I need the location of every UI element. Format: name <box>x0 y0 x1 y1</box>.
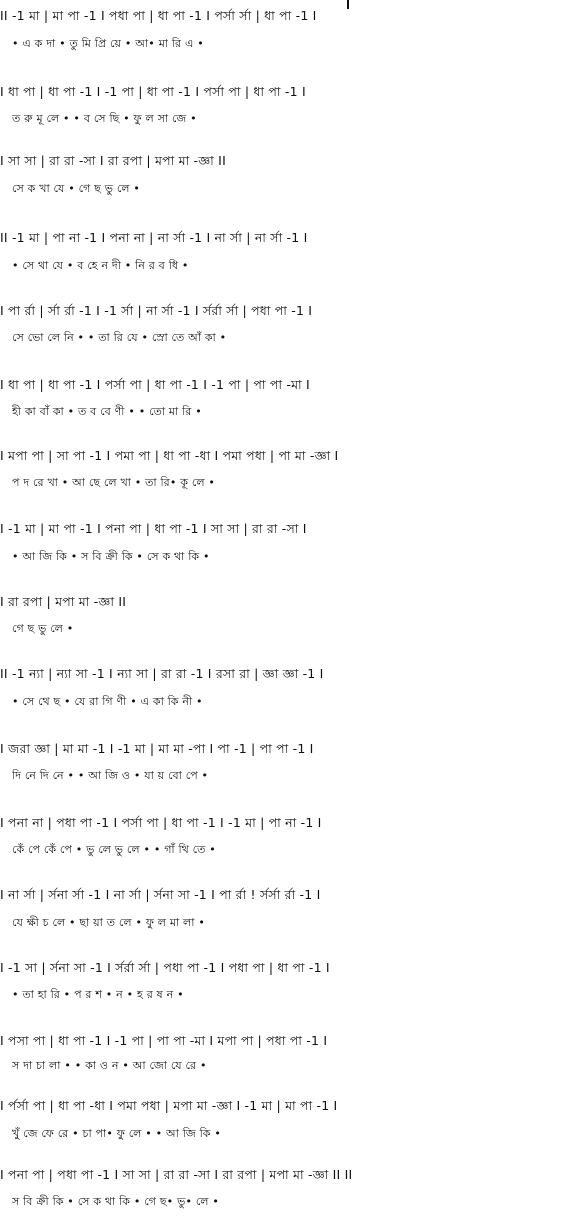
lyric-line: গে ছ ভু লে • <box>12 622 74 635</box>
lyric-line: যে ক্ষী চ লে • ছা য়া ত লে • ফু ল মা লা • <box>12 916 206 929</box>
notation-line: I না র্সা | র্সনা র্সা -1 I না র্সা | র্সনা সা -1 I পা র্রা ! র্সর্সা র্রা -1 I <box>0 887 321 902</box>
notation-line: I সা সা | রা রা -সা I রা রপা | মপা মা -জ্ঞা II <box>0 153 226 168</box>
notation-line: II -1 মা | পা না -1 I পনা না | না র্সা -1 I না র্সা | না র্সা -1 I <box>0 230 308 245</box>
notation-line: I রা রপা | মপা মা -জ্ঞা II <box>0 594 127 609</box>
lyric-line: স দা চা লা • • কা ও ন • আ জো যে রে • <box>12 1059 207 1072</box>
notation-line: I পসা পা | ধা পা -1 I -1 পা | পা পা -মা I মপা পা | পধা পা -1 I <box>0 1033 328 1048</box>
lyric-line: হী কা বাঁ কা • ত ব বে ণী • • তো মা রি • <box>12 405 202 418</box>
lyric-line: সে ক খা যে • গে ছ ভু লে • <box>12 182 141 195</box>
lyric-line: প দ রে খা • আ ছে লে খা • তা রি• কূ লে • <box>12 476 216 489</box>
lyric-line: খুঁ জে ফে রে • চা পা• ফু লে • • আ জি কি • <box>12 1127 222 1140</box>
lyric-line: • সে থা যে • ব হে ন দী • নি র ব ধি • <box>12 259 189 272</box>
notation-line: I মপা পা | সা পা -1 I পমা পা | ধা পা -ধা I পমা পধা | পা মা -জ্ঞা I <box>0 448 339 463</box>
lyric-line: ত রু মূ লে • • ব সে ছি • ফু ল সা জে • <box>12 112 197 125</box>
notation-line: II -1 ন্যা | ন্যা সা -1 I ন্যা সা | রা রা -1 I রসা রা | জ্ঞা জ্ঞা -1 I <box>0 666 324 681</box>
notation-line: I পনা না | পধা পা -1 I পর্সা পা | ধা পা -1 I -1 মা | পা না -1 I <box>0 815 322 830</box>
notation-line: I পা র্রা | র্সা র্রা -1 I -1 র্সা | না র্সা -1 I র্সর্রা র্সা | পধা পা -1 I <box>0 303 313 318</box>
notation-line: II -1 মা | মা পা -1 I পধা পা | ধা পা -1 I পর্সা র্সা | ধা পা -1 I <box>0 8 317 23</box>
lyric-line: • এ ক দা • তু মি প্রি য়ে • আ• মা রি এ • <box>12 37 204 50</box>
notation-line: I র্পর্সা পা | ধা পা -ধা I পমা পধা | মপা মা -জ্ঞা I -1 মা | মা পা -1 I <box>0 1098 338 1113</box>
lyric-line: কেঁ পে কেঁ পে • ভু লে ভু লে • • গাঁ থি তে • <box>12 843 216 856</box>
lyric-line: • তা হা রি • প র শ • ন • হ র ষ ন • <box>12 988 184 1001</box>
lyric-line: সে ভো লে নি • • তা রি যে • স্রো তে আঁ কা • <box>12 331 227 344</box>
notation-line: I জরা জ্ঞা | মা মা -1 I -1 মা | মা মা -পা I পা -1 | পা পা -1 I <box>0 741 314 756</box>
notation-line: I পনা পা | পধা পা -1 I সা সা | রা রা -সা I রা রপা | মপা মা -জ্ঞা II II <box>0 1167 353 1182</box>
notation-line: I -1 মা | মা পা -1 I পনা পা | ধা পা -1 I সা সা | রা রা -সা I <box>0 521 307 536</box>
lyric-line: স বি ক্রী কি • সে ক থা কি • গে ছ• ভু• লে • <box>12 1195 220 1208</box>
notation-line: I -1 সা | র্সনা সা -1 I র্সর্রা র্সা | পধা পা -1 I পধা পা | ধা পা -1 I <box>0 960 330 975</box>
lyric-line: • আ জি কি • স বি ক্রী কি • সে ক থা কি • <box>12 550 210 563</box>
lyric-line: দি নে দি নে • • আ জি ও • যা য় বো পে • <box>12 769 209 782</box>
lyric-line: • সে থে ছ • যে রা গি ণী • এ কা কি নী • <box>12 695 203 708</box>
notation-line: I ধা পা | ধা পা -1 I -1 পা | ধা পা -1 I পর্সা পা | ধা পা -1 I <box>0 84 306 99</box>
notation-line: I ধা পা | ধা পা -1 I পর্সা পা | ধা পা -1 I -1 পা | পা পা -মা I <box>0 377 310 392</box>
